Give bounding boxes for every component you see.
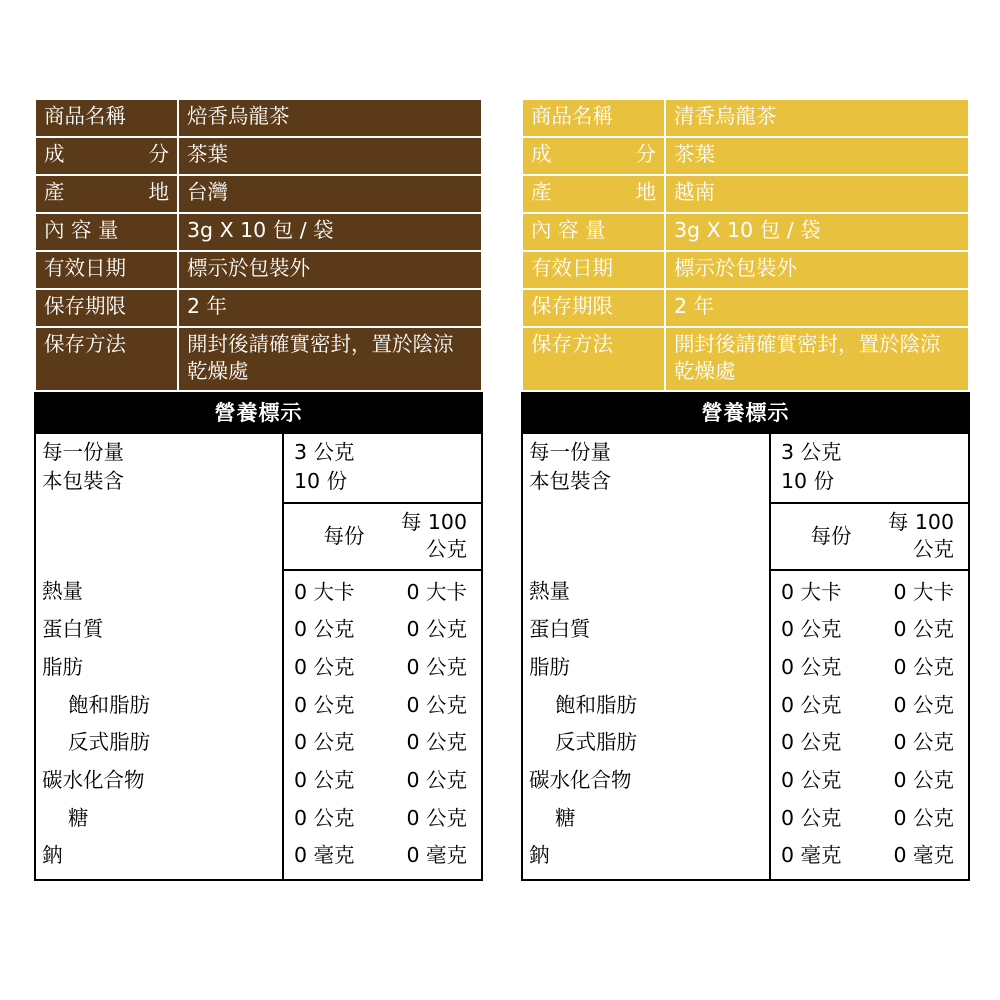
spec-value: 茶葉 xyxy=(178,137,482,175)
nutrition-row xyxy=(35,611,482,649)
column-header-blank xyxy=(35,503,283,569)
column-header-per-100g: 每 100 公克 xyxy=(382,503,482,569)
nutrition-row xyxy=(522,837,969,880)
spec-key-char: 地 xyxy=(148,180,169,204)
spec-row xyxy=(522,137,969,175)
nutrient-per-100g: 0 公克 xyxy=(893,730,954,755)
nutrient-label: 糖 xyxy=(522,800,770,838)
nutrient-per-serving: 0 大卡 xyxy=(294,579,355,604)
spec-key xyxy=(522,137,665,175)
spec-value: 開封後請確實密封，置於陰涼乾燥處 xyxy=(665,327,969,391)
spec-key-char: 地 xyxy=(635,180,656,204)
nutrient-per-100g: 0 公克 xyxy=(893,692,954,717)
servings-per-pack-row xyxy=(35,468,482,504)
nutrition-row xyxy=(522,800,969,838)
servings-per-pack-label: 本包裝含 xyxy=(522,468,770,504)
nutrition-row xyxy=(522,611,969,649)
nutrient-per-serving: 0 毫克 xyxy=(781,843,842,868)
nutrient-label: 熱量 xyxy=(35,570,283,612)
spec-row xyxy=(522,289,969,327)
nutrient-per-100g: 0 毫克 xyxy=(893,843,954,868)
nutrient-label: 反式脂肪 xyxy=(522,724,770,762)
nutrient-per-serving: 0 公克 xyxy=(294,730,355,755)
spec-value: 清香烏龍茶 xyxy=(665,99,969,137)
nutrition-row xyxy=(35,762,482,800)
nutrient-per-100g: 0 大卡 xyxy=(893,579,954,604)
spec-value: 2 年 xyxy=(665,289,969,327)
spec-key: 保存期限 xyxy=(35,289,178,327)
spec-key-char: 成 xyxy=(531,142,552,166)
serving-size-row xyxy=(522,434,969,468)
nutrition-row xyxy=(522,762,969,800)
column-header-per-serving: 每份 xyxy=(770,503,869,569)
spec-key xyxy=(35,137,178,175)
nutrient-per-100g: 0 公克 xyxy=(893,654,954,679)
spec-key: 保存期限 xyxy=(522,289,665,327)
spec-key: 保存方法 xyxy=(522,327,665,391)
nutrient-per-100g: 0 毫克 xyxy=(406,843,467,868)
nutrient-label: 熱量 xyxy=(522,570,770,612)
nutrition-row xyxy=(35,570,482,612)
spec-row xyxy=(522,251,969,289)
spec-value: 台灣 xyxy=(178,175,482,213)
nutrition-row xyxy=(35,687,482,725)
nutrient-per-100g: 0 大卡 xyxy=(406,579,467,604)
nutrient-label: 糖 xyxy=(35,800,283,838)
column-header-blank xyxy=(522,503,770,569)
nutrient-per-serving: 0 公克 xyxy=(781,692,842,717)
nutrient-label: 鈉 xyxy=(522,837,770,880)
spec-value: 越南 xyxy=(665,175,969,213)
spec-key: 保存方法 xyxy=(35,327,178,391)
spec-row xyxy=(35,251,482,289)
spec-key: 商品名稱 xyxy=(522,99,665,137)
spec-key: 有效日期 xyxy=(35,251,178,289)
spec-value: 2 年 xyxy=(178,289,482,327)
nutrition-row xyxy=(522,687,969,725)
spec-table xyxy=(521,98,970,392)
nutrition-row xyxy=(35,800,482,838)
nutrient-label: 飽和脂肪 xyxy=(35,687,283,725)
spec-key-char: 產 xyxy=(44,180,65,204)
nutrient-per-100g: 0 公克 xyxy=(406,654,467,679)
nutrition-row xyxy=(35,837,482,880)
spec-value: 3g X 10 包 / 袋 xyxy=(665,213,969,251)
nutrient-per-serving: 0 公克 xyxy=(294,805,355,830)
spec-value: 焙香烏龍茶 xyxy=(178,99,482,137)
nutrient-per-100g: 0 公克 xyxy=(406,692,467,717)
nutrition-title: 營養標示 xyxy=(34,392,483,434)
nutrient-label: 脂肪 xyxy=(35,649,283,687)
serving-size-row xyxy=(35,434,482,468)
serving-size-value: 3 公克 xyxy=(294,440,355,465)
spec-row xyxy=(35,213,482,251)
nutrient-per-serving: 0 公克 xyxy=(781,730,842,755)
nutrient-per-serving: 0 公克 xyxy=(781,805,842,830)
spec-value: 開封後請確實密封，置於陰涼乾燥處 xyxy=(178,327,482,391)
spec-key-char: 成 xyxy=(44,142,65,166)
spec-value: 標示於包裝外 xyxy=(178,251,482,289)
column-header-per-100g: 每 100 公克 xyxy=(869,503,969,569)
spec-key: 商品名稱 xyxy=(35,99,178,137)
servings-per-pack-row xyxy=(522,468,969,504)
servings-per-pack-label: 本包裝含 xyxy=(35,468,283,504)
spec-row xyxy=(35,137,482,175)
serving-size-label: 每一份量 xyxy=(35,434,283,468)
nutrient-label: 脂肪 xyxy=(522,649,770,687)
spec-key: 有效日期 xyxy=(522,251,665,289)
spec-row xyxy=(522,327,969,391)
product-panel-fragrant-oolong xyxy=(521,98,970,881)
nutrient-per-serving: 0 公克 xyxy=(781,654,842,679)
spec-key: 內 容 量 xyxy=(35,213,178,251)
spec-row xyxy=(35,327,482,391)
nutrient-per-serving: 0 毫克 xyxy=(294,843,355,868)
nutrient-per-serving: 0 公克 xyxy=(294,617,355,642)
nutrition-column-header-row xyxy=(35,503,482,569)
spec-row xyxy=(35,99,482,137)
servings-per-pack-value: 10 份 xyxy=(781,468,835,493)
spec-row xyxy=(35,175,482,213)
spec-table xyxy=(34,98,483,392)
product-panel-roasted-oolong xyxy=(34,98,483,881)
nutrient-per-serving: 0 公克 xyxy=(294,654,355,679)
serving-size-value: 3 公克 xyxy=(781,440,842,465)
nutrition-title: 營養標示 xyxy=(521,392,970,434)
nutrition-table xyxy=(521,434,970,881)
nutrient-label: 碳水化合物 xyxy=(35,762,283,800)
spec-key-char: 產 xyxy=(531,180,552,204)
spec-row xyxy=(522,99,969,137)
spec-value: 3g X 10 包 / 袋 xyxy=(178,213,482,251)
nutrition-row xyxy=(522,649,969,687)
spec-key-char: 分 xyxy=(635,142,656,166)
nutrient-per-100g: 0 公克 xyxy=(406,730,467,755)
nutrient-per-100g: 0 公克 xyxy=(893,617,954,642)
spec-key xyxy=(522,175,665,213)
spec-key xyxy=(35,175,178,213)
nutrient-label: 鈉 xyxy=(35,837,283,880)
nutrient-label: 碳水化合物 xyxy=(522,762,770,800)
spec-key: 內 容 量 xyxy=(522,213,665,251)
nutrient-label: 飽和脂肪 xyxy=(522,687,770,725)
spec-row xyxy=(35,289,482,327)
nutrition-row xyxy=(35,649,482,687)
spec-key-char: 分 xyxy=(148,142,169,166)
nutrient-label: 反式脂肪 xyxy=(35,724,283,762)
nutrition-column-header-row xyxy=(522,503,969,569)
nutrient-per-100g: 0 公克 xyxy=(893,805,954,830)
nutrition-row xyxy=(522,724,969,762)
nutrient-label: 蛋白質 xyxy=(522,611,770,649)
nutrient-per-serving: 0 公克 xyxy=(781,617,842,642)
spec-row xyxy=(522,175,969,213)
servings-per-pack-value: 10 份 xyxy=(294,468,348,493)
nutrient-per-100g: 0 公克 xyxy=(406,767,467,792)
nutrition-table xyxy=(34,434,483,881)
nutrient-label: 蛋白質 xyxy=(35,611,283,649)
nutrition-row xyxy=(35,724,482,762)
column-header-per-serving: 每份 xyxy=(283,503,382,569)
nutrition-row xyxy=(522,570,969,612)
spec-value: 茶葉 xyxy=(665,137,969,175)
serving-size-label: 每一份量 xyxy=(522,434,770,468)
nutrient-per-100g: 0 公克 xyxy=(893,767,954,792)
nutrient-per-100g: 0 公克 xyxy=(406,617,467,642)
nutrient-per-100g: 0 公克 xyxy=(406,805,467,830)
nutrient-per-serving: 0 大卡 xyxy=(781,579,842,604)
spec-row xyxy=(522,213,969,251)
spec-value: 標示於包裝外 xyxy=(665,251,969,289)
nutrient-per-serving: 0 公克 xyxy=(781,767,842,792)
nutrient-per-serving: 0 公克 xyxy=(294,767,355,792)
nutrient-per-serving: 0 公克 xyxy=(294,692,355,717)
